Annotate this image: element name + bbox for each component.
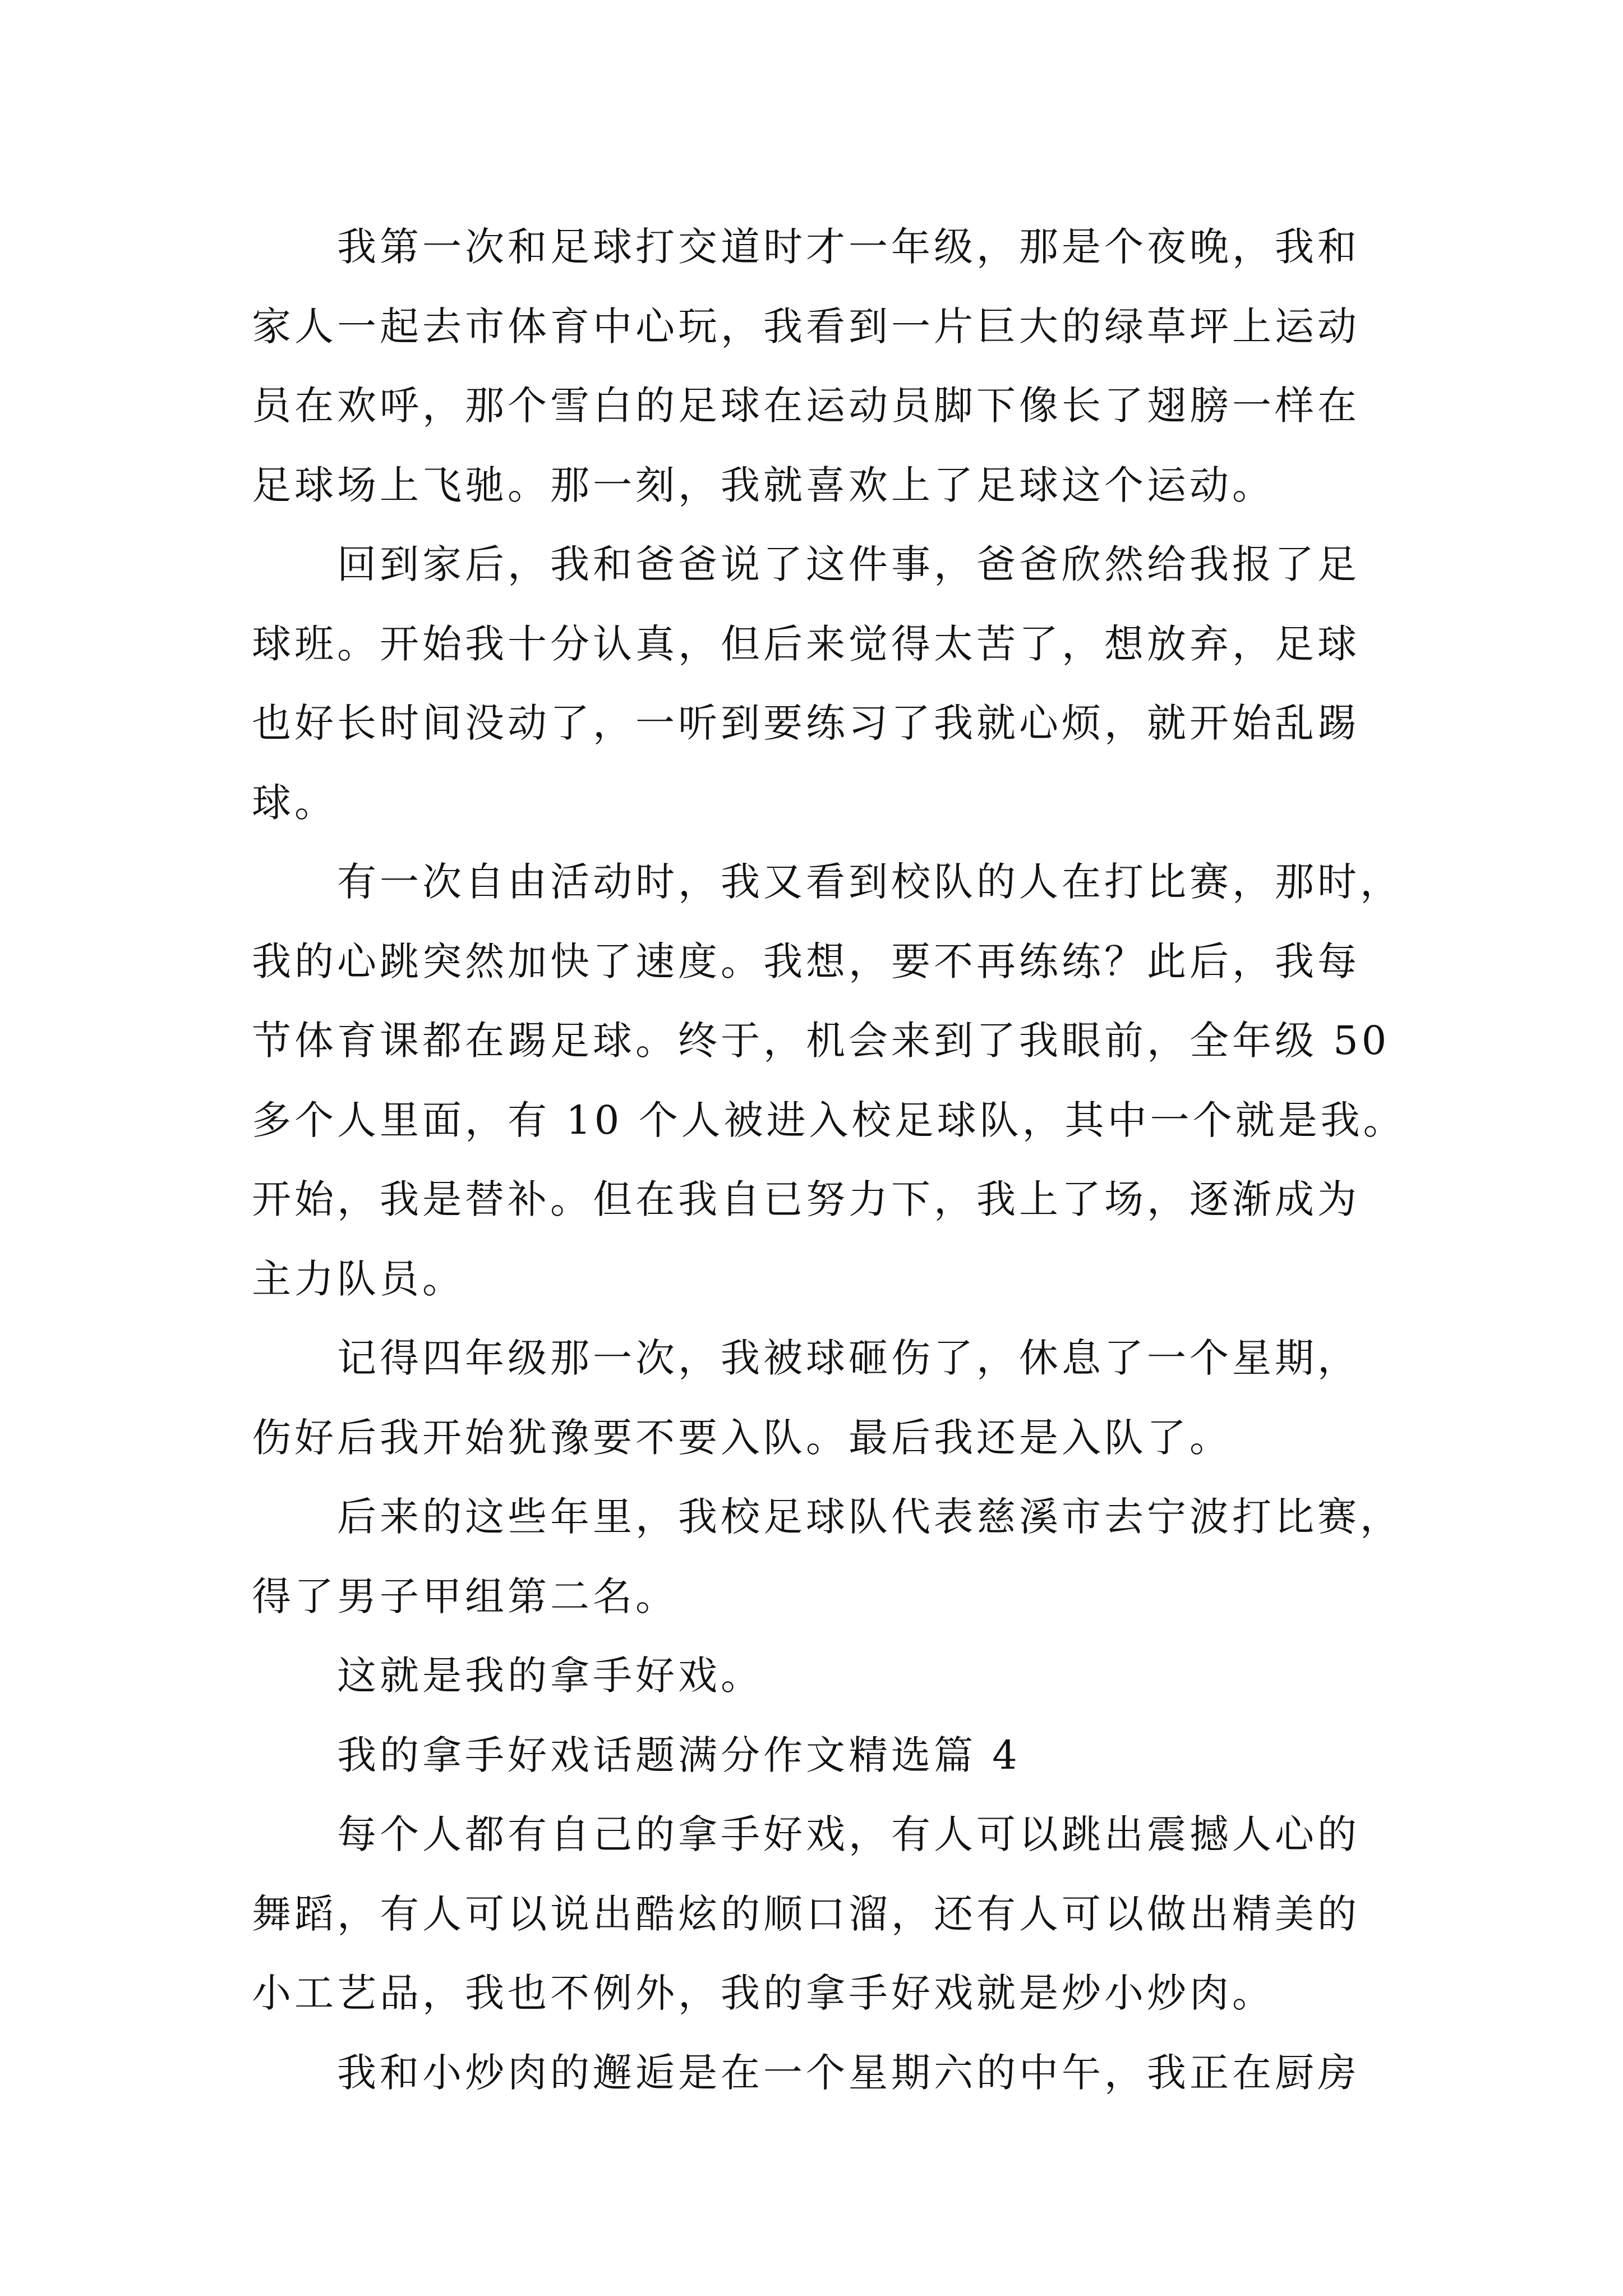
text-line: 员在欢呼，那个雪白的足球在运动员脚下像长了翅膀一样在 — [252, 383, 1360, 429]
document-body — [252, 208, 1406, 2113]
text-line: 小工艺品，我也不例外，我的拿手好戏就是炒小炒肉。 — [252, 1970, 1275, 2016]
text-line: 有一次自由活动时，我又看到校队的人在打比赛，那时， — [337, 859, 1403, 905]
text-line: 足球场上飞驰。那一刻，我就喜欢上了足球这个运动。 — [252, 462, 1275, 508]
text-line: 开始，我是替补。但在我自已努力下，我上了场，逐渐成为 — [252, 1176, 1360, 1222]
text-line: 得了男子甲组第二名。 — [252, 1573, 678, 1619]
text-line: 主力队员。 — [252, 1255, 465, 1302]
text-line: 每个人都有自己的拿手好戏，有人可以跳出震撼人心的 — [337, 1811, 1360, 1857]
text-line: 伤好后我开始犹豫要不要入队。最后我还是入队了。 — [252, 1414, 1232, 1461]
text-line: 多个人里面，有 10 个人被进入校足球队，其中一个就是我。 — [252, 1097, 1406, 1143]
text-line: 后来的这些年里，我校足球队代表慈溪市去宁波打比赛， — [337, 1494, 1403, 1540]
text-line: 节体育课都在踢足球。终于，机会来到了我眼前，全年级 50 — [252, 1018, 1390, 1064]
text-line: 记得四年级那一次，我被球砸伤了，休息了一个星期， — [337, 1335, 1360, 1381]
text-line: 我第一次和足球打交道时才一年级，那是个夜晚，我和 — [337, 224, 1360, 270]
text-line: 我的心跳突然加快了速度。我想，要不再练练？此后，我每 — [252, 938, 1360, 984]
text-line: 这就是我的拿手好戏。 — [337, 1653, 763, 1699]
text-line: 回到家后，我和爸爸说了这件事，爸爸欣然给我报了足 — [337, 541, 1360, 587]
text-line: 舞蹈，有人可以说出酷炫的顺口溜，还有人可以做出精美的 — [252, 1890, 1360, 1937]
text-line: 家人一起去市体育中心玩，我看到一片巨大的绿草坪上运动 — [252, 303, 1360, 349]
text-line: 也好长时间没动了，一听到要练习了我就心烦，就开始乱踢 — [252, 700, 1360, 746]
text-line: 球。 — [252, 779, 337, 826]
text-line: 我的拿手好戏话题满分作文精选篇 4 — [337, 1732, 1021, 1778]
text-line: 我和小炒肉的邂逅是在一个星期六的中午，我正在厨房 — [337, 2049, 1360, 2096]
text-line: 球班。开始我十分认真，但后来觉得太苦了，想放弃，足球 — [252, 620, 1360, 667]
